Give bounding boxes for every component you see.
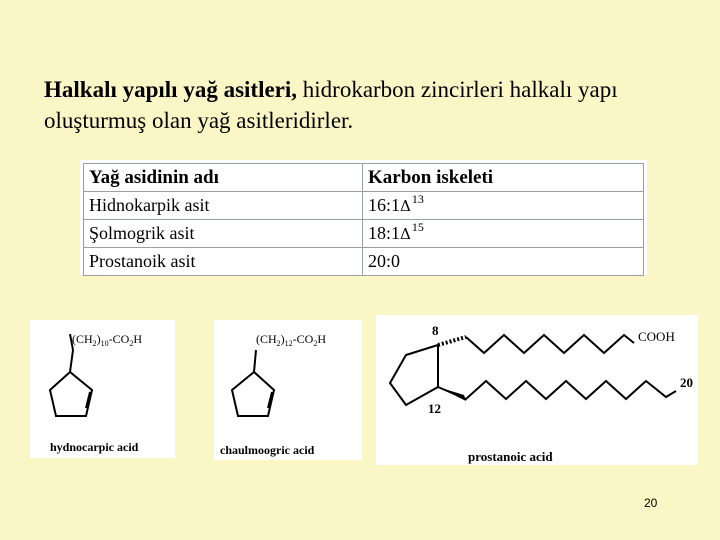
table-row xyxy=(84,220,644,248)
chaulmoogric-formula: $(CH_2)_{12}-CO_2H$ xyxy=(256,332,327,348)
cyclopentene-ring xyxy=(50,334,92,416)
table-row xyxy=(84,192,644,220)
chaulmoogric-caption: chaulmoogric acid xyxy=(220,443,315,457)
prostanoic-caption: prostanoic acid xyxy=(468,449,553,464)
fatty-acid-table xyxy=(80,160,647,275)
cell-skeleton xyxy=(363,192,644,220)
fatty-acid-table-grid xyxy=(83,163,644,276)
cooh-label: COOH xyxy=(638,329,675,344)
cell-skeleton xyxy=(363,220,644,248)
header-skeleton: Karbon iskeleti xyxy=(363,164,644,192)
delta-position: 15 xyxy=(411,220,424,234)
chaulmoogric-acid-drawing xyxy=(214,320,362,460)
page-number: 20 xyxy=(644,496,658,510)
delta-position: 13 xyxy=(411,192,424,206)
hydnocarpic-formula: $(CH_2)_{10}-CO_2H$ xyxy=(72,332,143,348)
cell-name: Prostanoik asit xyxy=(84,248,363,276)
hydnocarpic-caption: hydnocarpic acid xyxy=(50,440,139,454)
table-row xyxy=(84,248,644,276)
header-name: Yağ asidinin adı xyxy=(84,164,363,192)
delta-symbol: Δ xyxy=(400,197,411,215)
slide-heading xyxy=(44,74,684,136)
prostanoic-skeleton xyxy=(390,335,676,405)
hydnocarpic-acid-drawing xyxy=(30,320,175,458)
skeleton-value: 20:0 xyxy=(368,251,401,271)
heading-rest: hidrokarbon zincirleri halkalı yapı oluşturmuş olan yağ asitleridirler. xyxy=(44,77,618,133)
c12-label: 12 xyxy=(428,401,441,416)
heading-bold: Halkalı yapılı yağ asitleri, xyxy=(44,77,298,102)
delta-symbol: Δ xyxy=(400,225,411,243)
hydnocarpic-acid-structure xyxy=(30,320,175,458)
cell-name: Şolmogrik asit xyxy=(84,220,363,248)
c20-label: 20 xyxy=(680,375,693,390)
c8-label: 8 xyxy=(432,323,439,338)
chaulmoogric-acid-structure xyxy=(214,320,362,460)
prostanoic-acid-structure xyxy=(376,315,698,465)
cell-name: Hidnokarpik asit xyxy=(84,192,363,220)
table-header-row xyxy=(84,164,644,192)
skeleton-value: 18:1 xyxy=(368,223,401,243)
cell-skeleton xyxy=(363,248,644,276)
skeleton-value: 16:1 xyxy=(368,195,401,215)
cyclopentene-ring xyxy=(232,350,274,416)
prostanoic-acid-drawing xyxy=(376,315,698,465)
